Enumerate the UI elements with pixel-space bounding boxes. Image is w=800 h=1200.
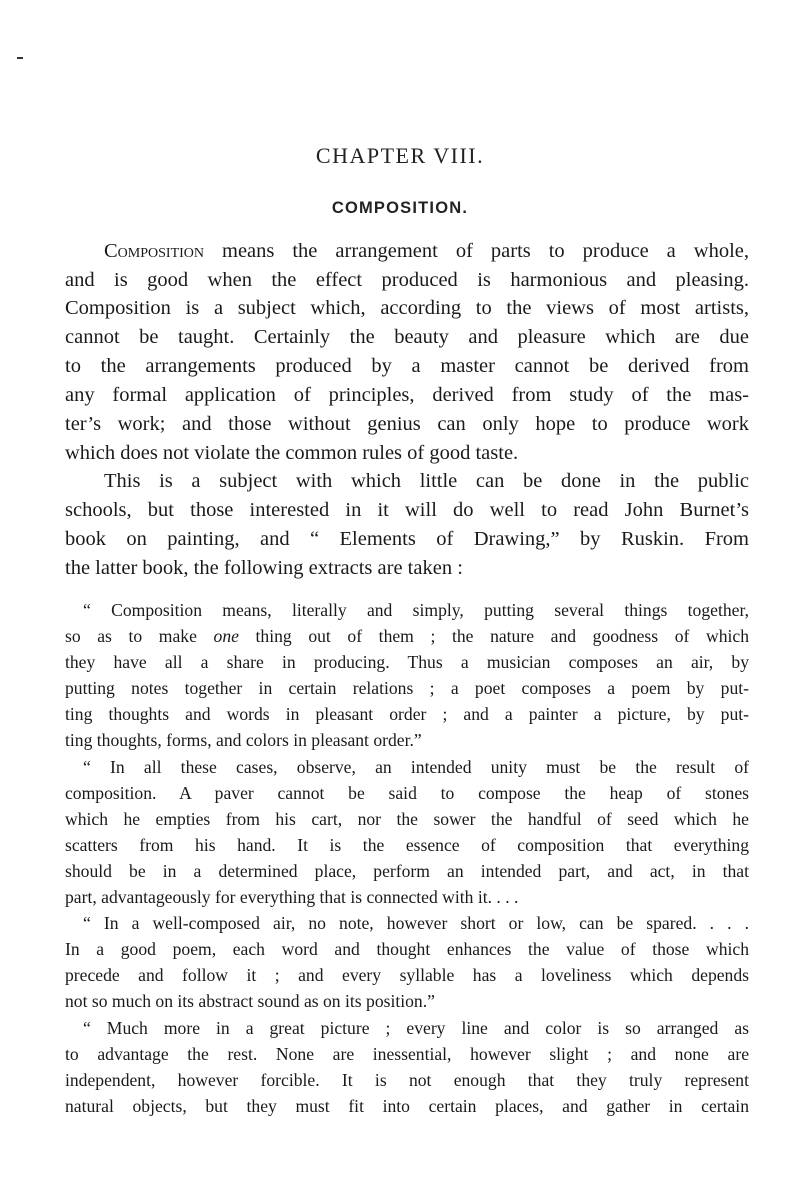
quote-line: composition. A paver cannot be said to compose the heap of stones: [65, 783, 749, 803]
text-line: book on painting, and “ Elements of Drawing,” by Ruskin. From: [65, 528, 749, 550]
emphasis: one: [213, 626, 239, 646]
quote-line: ting thoughts and words in pleasant order ; and a painter a picture, by put-: [65, 704, 749, 724]
text-line: which does not violate the common rules of good taste.: [65, 442, 519, 464]
quote-line: so as to make one thing out of them ; the nature and goodness of which: [65, 626, 749, 646]
chapter-heading: CHAPTER VIII.: [315, 143, 485, 168]
quote-line: should be in a determined place, perform an intended part, and act, in that: [65, 861, 749, 881]
text-line: This is a subject with which little can be done in the public: [104, 470, 749, 492]
text-line: Composition is a subject which, according to the views of most artists,: [65, 297, 749, 319]
margin-mark: [17, 57, 23, 59]
text-line: to the arrangements produced by a master cannot be derived from: [65, 355, 749, 377]
quote-line: to advantage the rest. None are inessential, however slight ; and none are: [65, 1044, 749, 1064]
text-line: Composition means the arrangement of parts to produce a whole,: [104, 240, 749, 262]
quote-line: putting notes together in certain relations ; a poet composes a poem by put-: [65, 678, 749, 698]
quote-line: natural objects, but they must fit into certain places, and gather in certain: [65, 1096, 749, 1116]
lead-word: Composition: [104, 240, 205, 262]
text-line: and is good when the effect produced is harmonious and pleasing.: [65, 269, 749, 291]
text-line: ter’s work; and those without genius can only hope to produce work: [65, 413, 749, 435]
quote-line: precede and follow it ; and every syllable has a loveliness which depends: [65, 965, 749, 985]
quote-line: “ In all these cases, observe, an intended unity must be the result of: [83, 757, 749, 777]
quote-line: they have all a share in producing. Thus a musician composes an air, by: [65, 652, 749, 672]
section-title: COMPOSITION.: [331, 199, 469, 217]
quote-line: “ Much more in a great picture ; every line and color is so arranged as: [83, 1018, 749, 1038]
text-line: cannot be taught. Certainly the beauty and pleasure which are due: [65, 326, 749, 348]
quote-line: scatters from his hand. It is the essence of composition that everything: [65, 835, 749, 855]
text-line: schools, but those interested in it will do well to read John Burnet’s: [65, 499, 749, 521]
quote-line: independent, however forcible. It is not enough that they truly represent: [65, 1070, 749, 1090]
text-line: any formal application of principles, derived from study of the mas-: [65, 384, 749, 406]
quote-line: ting thoughts, forms, and colors in pleasant order.”: [65, 730, 422, 750]
quote-line: not so much on its abstract sound as on its position.”: [65, 991, 435, 1011]
quote-line: “ Composition means, literally and simply, putting several things together,: [83, 600, 749, 620]
quote-line: In a good poem, each word and thought enhances the value of those which: [65, 939, 749, 959]
text-line: the latter book, the following extracts are taken :: [65, 557, 463, 579]
quote-line: part, advantageously for everything that is connected with it. . . .: [65, 887, 519, 907]
quote-line: which he empties from his cart, nor the sower the handful of seed which he: [65, 809, 749, 829]
quote-line: “ In a well-composed air, no note, however short or low, can be spared. . . .: [83, 913, 749, 933]
